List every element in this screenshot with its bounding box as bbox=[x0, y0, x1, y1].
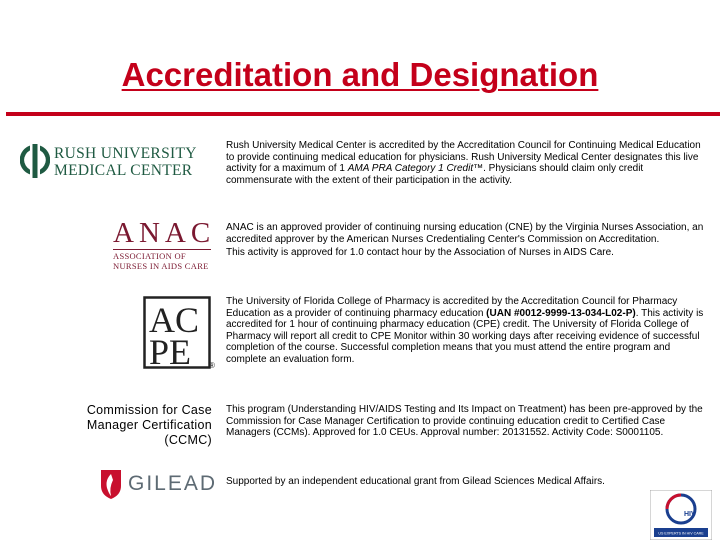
title-divider bbox=[6, 112, 720, 116]
rush-logo-line2: MEDICAL CENTER bbox=[54, 162, 193, 179]
rush-logo-wordmark bbox=[54, 145, 197, 179]
gilead-support-text: Supported by an independent educational grant from Gilead Sciences Medical Affairs. bbox=[226, 476, 605, 487]
ccmc-accreditation-text: This program (Understanding HIV/AIDS Testing and Its Impact on Treatment) has been pre-approved by the Commission for Case Manager Certification to provide continuing education credit to Certified Case Managers (CCMs). Approved for 1.0 CEUs. Approval number: 20131552. Activity Code: S0001105. bbox=[226, 404, 703, 438]
anac-logo-subtitle: ASSOCIATION OF NURSES IN AIDS CARE bbox=[113, 251, 209, 271]
svg-text:HIV: HIV bbox=[684, 511, 696, 518]
rush-emblem-icon bbox=[20, 144, 50, 178]
gilead-shield-icon bbox=[99, 468, 123, 500]
rush-logo-line1: RUSH UNIVERSITY bbox=[54, 145, 197, 162]
acpe-accreditation-text: The University of Florida College of Pharmacy is accredited by the Accreditation Council for Pharmacy Education as a provider of continuing pharmacy education (UAN #0012-9999-13-034-L02-P). This activity is accredited for 1 hour of continuing pharmacy education (CPE) credit. The University of Florida College of Pharmacy will report all credit to CPE Monitor within 30 working days after receiving evidence of successful completion of the course. Successful completion means that you must attend the entire program and complete an evaluation form. bbox=[226, 296, 704, 365]
gilead-logo-wordmark: GILEAD bbox=[128, 472, 218, 495]
anac-accreditation-text: ANAC is an approved provider of continuing nursing education (CNE) by the Virginia Nurses Association, an accredited approver by the American Nurses Credentialing Center's Commission on Accreditation. This activity is approved for 1.0 contact hour by the Association of Nurses in AIDS Care. bbox=[226, 222, 704, 258]
acpe-logo-mark: ® bbox=[209, 361, 215, 370]
acpe-logo-top: AC bbox=[149, 300, 200, 340]
ccmc-label: Commission for Case Manager Certification (CCMC) bbox=[86, 403, 212, 447]
page-title: Accreditation and Designation bbox=[121, 56, 599, 93]
anac-logo-wordmark: ANAC bbox=[113, 217, 216, 249]
anac-logo-divider bbox=[113, 249, 211, 250]
svg-text:US EXPERTS IN HIV CARE: US EXPERTS IN HIV CARE bbox=[658, 531, 704, 536]
hiv-experts-badge-icon bbox=[650, 490, 712, 540]
acpe-logo-bottom: PE bbox=[149, 332, 192, 372]
rush-accreditation-text: Rush University Medical Center is accredited by the Accreditation Council for Continuing Medical Education to provide continuing medical education for physicians. Rush University Medical Center designates this live activity for a maximum of 1 AMA PRA Category 1 Credit™. Physicians should claim only credit commensurate with the extent of their participation in the activity. bbox=[226, 140, 701, 186]
acpe-logo bbox=[143, 296, 219, 372]
